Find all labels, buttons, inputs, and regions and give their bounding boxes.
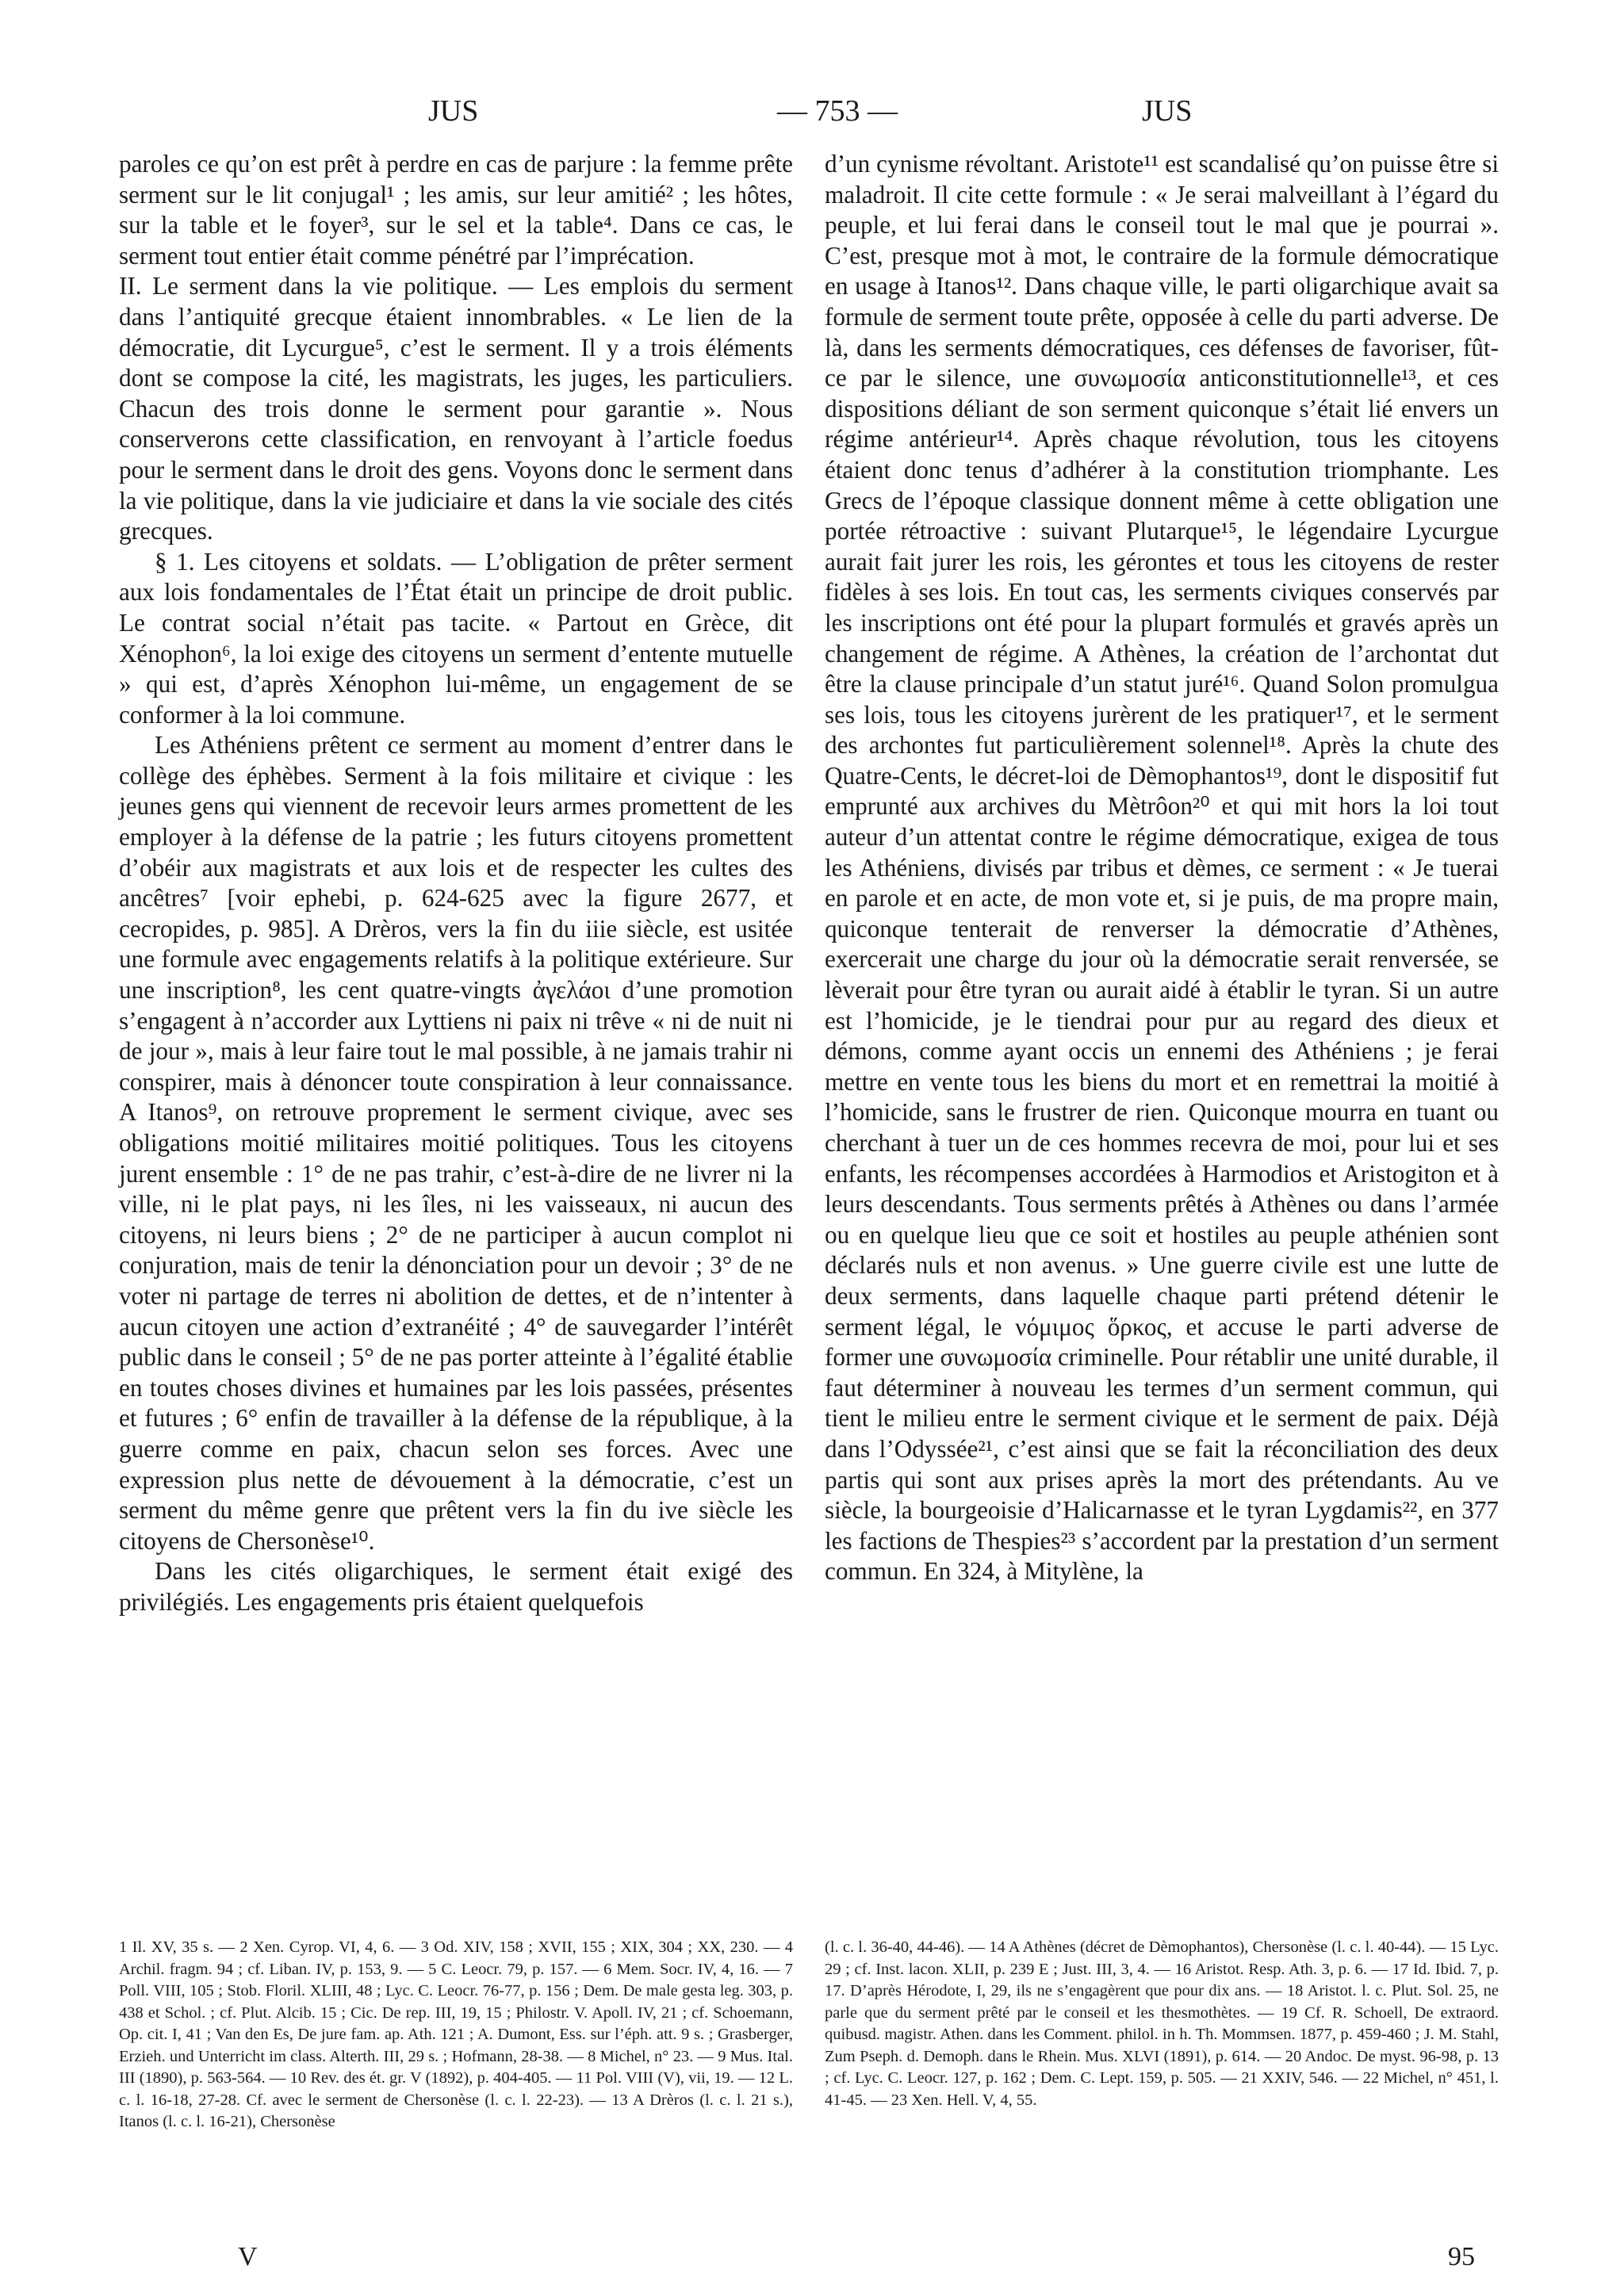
- footer-page-number: 95: [1448, 2242, 1475, 2271]
- running-header: [119, 94, 1499, 141]
- paragraph: d’un cynisme révoltant. Aristote¹¹ est scandalisé qu’on puisse être si maladroit. Il cite cette formule : « Je serai malveillant à l’égard du peuple, et lui ferai dans le conseil tout le mal que je pourrai ». C’est, presque mot à mot, le contraire de la formule démocratique en usage à Itanos¹². Dans chaque ville, le parti oligarchique avait sa formule de serment toute prête, opposée à celle du parti adverse. De là, dans les serments démocratiques, ces défenses de favoriser, fût-ce par le silence, une συνωμοσία anticonstitutionnelle¹³, et ces dispositions déliant de son serment quiconque s’était lié envers un régime antérieur¹⁴. Après chaque révolution, tous les citoyens étaient donc tenus d’adhérer à la constitution triomphante. Les Grecs de l’époque classique donnent même à cette obligation une portée rétroactive : suivant Plutarque¹⁵, le légendaire Lycurgue aurait fait jurer les rois, les gérontes et tous les citoyens de rester fidèles à ses lois. En tout cas, les serments civiques conservés par les inscriptions ont été pour la plupart formulés et gravés après un changement de régime. A Athènes, la création de l’archontat dut être la clause principale d’un statut juré¹⁶. Quand Solon promulgua ses lois, tous les citoyens jurèrent de les pratiquer¹⁷, et le serment des archontes fut particulièrement solennel¹⁸. Après la chute des Quatre-Cents, le décret-loi de Dèmophantos¹⁹, dont le dispositif fut emprunté aux archives du Mètrôon²⁰ et qui mit hors la loi tout auteur d’un attentat contre le régime démocratique, exigea de tous les Athéniens, divisés par tribus et dèmes, ce serment : « Je tuerai en parole et en acte, de mon vote et, si je puis, de ma propre main, quiconque tenterait de renverser la démocratie d’Athènes, exercerait une charge du jour où la démocratie serait renversée, se lèverait pour être tyran ou aurait aidé à établir le tyran. Si un autre est l’homicide, je le tiendrai pour pur au regard des dieux et démons, comme ayant occis un ennemi des Athéniens ; je ferai mettre en vente tous les biens du mort et en remettrai la moitié à l’homicide, sans le frustrer de rien. Quiconque mourra en tuant ou cherchant à tuer un de ces hommes recevra de moi, pour lui et ses enfants, les récompenses accordées à Harmodios et Aristogiton et à leurs descendants. Tous serments prêtés à Athènes ou dans l’armée ou en quelque lieu que ce soit et hostiles au peuple athénien sont déclarés nuls et non avenus. » Une guerre civile est une lutte de deux serments, dans laquelle chaque parti prétend détenir le serment légal, le νόμιμος ὅρκος, et accuse le parti adverse de former une συνωμοσία criminelle. Pour rétablir une unité durable, il faut déterminer à nouveau les termes d’un serment commun, qui tient le milieu entre le serment civique et le serment de paix. Déjà dans l’Odyssée²¹, c’est ainsi que se fait la réconciliation des deux partis qui sont aux prises après la mort des prétendants. Au ve siècle, la bourgeoisie d’Halicarnasse et le tyran Lygdamis²², en 377 les factions de Thespies²³ s’accordent par la prestation d’un serment commun. En 324, à Mitylène, la: [825, 150, 1500, 1586]
- left-column: [119, 149, 793, 1618]
- footnotes-left: 1 Il. XV, 35 s. — 2 Xen. Cyrop. VI, 4, 6. — 3 Od. XIV, 158 ; XVII, 155 ; XIX, 304 ; XX, 230. — 4 Archil. fragm. 94 ; cf. Liban. IV, p. 153, 9. — 5 C. Leocr. 79, p. 157. — 6 Mem. Socr. IV, 4, 16. — 7 Poll. VIII, 105 ; Stob. Floril. XLIII, 48 ; Lyc. C. Leocr. 76-77, p. 156 ; Dem. De male gesta leg. 303, p. 438 et Schol. ; cf. Plut. Alcib. 15 ; Cic. De rep. III, 19, 15 ; Philostr. V. Apoll. IV, 21 ; cf. Schoemann, Op. cit. I, 41 ; Van den Es, De jure fam. ap. Ath. 121 ; A. Dumont, Ess. sur l’éph. att. 9 s. ; Grasberger, Erzieh. und Unterricht im class. Alterth. III, 29 s. ; Hofmann, 28-38. — 8 Michel, n° 23. — 9 Mus. Ital. III (1890), p. 563-564. — 10 Rev. des ét. gr. V (1892), p. 404-405. — 11 Pol. VIII (V), vii, 19. — 12 L. c. l. 16-18, 27-28. Cf. avec le serment de Chersonèse (l. c. l. 22-23). — 13 A Drèros (l. c. l. 21 s.), Itanos (l. c. l. 16-21), Chersonèse: [119, 1938, 793, 2130]
- header-right-title: JUS: [1142, 94, 1193, 128]
- paragraph: Dans les cités oligarchiques, le serment était exigé des privilégiés. Les engagements pris étaient quelquefois: [119, 1557, 793, 1616]
- signature-mark: V: [238, 2242, 258, 2271]
- paragraph: Les Athéniens prêtent ce serment au moment d’entrer dans le collège des éphèbes. Serment à la fois militaire et civique : les jeunes gens qui viennent de recevoir leurs armes promettent de les employer à la défense de la patrie ; les futurs citoyens promettent d’obéir aux magistrats et aux lois et de respecter les cultes des ancêtres⁷ [voir ephebi, p. 624-625 avec la figure 2677, et cecropides, p. 985]. A Drèros, vers la fin du iiie siècle, est usitée une formule avec engagements relatifs à la politique extérieure. Sur une inscription⁸, les cent quatre-vingts ἀγελάοι d’une promotion s’engagent à n’accorder aux Lyttiens ni paix ni trêve « ni de nuit ni de jour », mais à leur faire tout le mal possible, à ne jamais trahir ni conspirer, mais à dénoncer toute conspiration à leur connaissance. A Itanos⁹, on retrouve proprement le serment civique, avec ses obligations moitié militaires moitié politiques. Tous les citoyens jurent ensemble : 1° de ne pas trahir, c’est-à-dire de ne livrer ni la ville, ni le plat pays, ni les îles, ni les vaisseaux, ni aucun des citoyens, ni leurs biens ; 2° de ne participer à aucun complot ni conjuration, mais de tenir la dénonciation pour un devoir ; 3° de ne voter ni partage de terres ni abolition de dettes, et de n’intenter à aucun citoyen une action d’extranéité ; 4° de sauvegarder l’intérêt public dans le conseil ; 5° de ne pas porter atteinte à l’égalité établie en toutes choses divines et humaines par les lois passées, présentes et futures ; 6° enfin de travailler à la défense de la république, à la guerre comme en paix, chacun selon ses forces. Avec une expression plus nette de dévouement à la démocratie, c’est un serment du même genre que prêtent vers la fin du ive siècle les citoyens de Chersonèse¹⁰.: [119, 731, 793, 1555]
- header-left-title: JUS: [428, 94, 479, 128]
- footnotes-right: (l. c. l. 36-40, 44-46). — 14 A Athènes (décret de Dèmophantos), Chersonèse (l. c. l. 40-44). — 15 Lyc. 29 ; cf. Inst. lacon. XLII, p. 239 E ; Just. III, 3, 4. — 16 Aristot. Resp. Ath. 3, p. 6. — 17 Id. Ibid. 7, p. 17. D’après Hérodote, I, 29, ils ne s’engagèrent que pour dix ans. — 18 Aristot. l. c. Plut. Sol. 25, ne parle que du serment prêté par le conseil et les thesmothètes. — 19 Cf. R. Schoell, De extraord. quibusd. magistr. Athen. dans les Comment. philol. in h. Th. Mommsen. 1877, p. 459-460 ; J. M. Stahl, Zum Pseph. d. Demoph. dans le Rhein. Mus. XLVI (1891), p. 614. — 20 Andoc. De myst. 96-98, p. 13 ; cf. Lyc. C. Leocr. 127, p. 162 ; Dem. C. Lept. 159, p. 505. — 21 XXIV, 546. — 22 Michel, n° 451, l. 41-45. — 23 Xen. Hell. V, 4, 55.: [825, 1938, 1499, 2109]
- paragraph: II. Le serment dans la vie politique. — Les emplois du serment dans l’antiquité grecque étaient innombrables. « Le lien de la démocratie, dit Lycurgue⁵, c’est le serment. Il y a trois éléments dont se compose la cité, les magistrats, les juges, les particuliers. Chacun des trois donne le serment pour garantie ». Nous conserverons cette classification, en renvoyant à l’article foedus pour le serment dans le droit des gens. Voyons donc le serment dans la vie politique, dans la vie judiciaire et dans la vie sociale des cités grecques.: [119, 272, 793, 545]
- header-page-number: — 753 —: [777, 94, 898, 128]
- right-column: [825, 149, 1499, 1587]
- paragraph: paroles ce qu’on est prêt à perdre en cas de parjure : la femme prête serment sur le lit conjugal¹ ; les amis, sur leur amitié² ; les hôtes, sur la table et le foyer³, sur le sel et la table⁴. Dans ce cas, le serment tout entier était comme pénétré par l’imprécation.: [119, 150, 793, 270]
- paragraph: § 1. Les citoyens et soldats. — L’obligation de prêter serment aux lois fondamentales de l’État était un principe de droit public. Le contrat social n’était pas tacite. « Partout en Grèce, dit Xénophon⁶, la loi exige des citoyens un serment d’entente mutuelle » qui est, d’après Xénophon lui-même, un engagement de se conformer à la loi commune.: [119, 547, 793, 729]
